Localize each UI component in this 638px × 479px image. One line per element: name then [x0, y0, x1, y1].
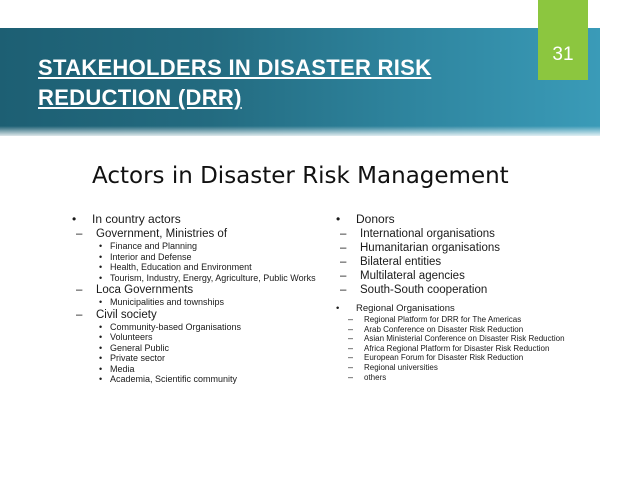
regional-item: – European Forum for Disaster Risk Reduction: [344, 353, 604, 363]
ministry-item: • Finance and Planning: [96, 241, 318, 252]
civil-item: • General Public: [96, 343, 318, 354]
donors-item: • Donors: [332, 212, 604, 227]
regional-item: – Regional universities: [344, 363, 604, 373]
ministry-item: • Tourism, Industry, Energy, Agriculture, Public Works: [96, 273, 318, 284]
slide-title: [38, 53, 508, 113]
content-heading: Actors in Disaster Risk Management: [92, 163, 509, 189]
civil-item: • Academia, Scientific community: [96, 374, 318, 385]
regional-item: – Regional Platform for DRR for The Americas: [344, 315, 604, 325]
regional-item: – others: [344, 373, 604, 383]
left-column: [68, 212, 318, 385]
local-governments-item: – Loca Governments: [72, 283, 318, 297]
donor-item: – International organisations: [336, 227, 604, 241]
government-item: – Government, Ministries of: [72, 227, 318, 241]
donor-item: – Multilateral agencies: [336, 269, 604, 283]
civil-item: • Private sector: [96, 353, 318, 364]
ministry-item: • Health, Education and Environment: [96, 262, 318, 273]
donor-item: – Bilateral entities: [336, 255, 604, 269]
civil-item: • Volunteers: [96, 332, 318, 343]
civil-society-item: – Civil society: [72, 308, 318, 322]
donor-item: – Humanitarian organisations: [336, 241, 604, 255]
slide-number-box: [538, 0, 588, 80]
regional-item: – Asian Ministerial Conference on Disaster Risk Reduction: [344, 334, 604, 344]
slide-title-line-2: REDUCTION (DRR): [38, 85, 242, 110]
banner-fade: [0, 126, 600, 136]
regional-item: – Arab Conference on Disaster Risk Reduction: [344, 325, 604, 335]
right-column: [332, 212, 604, 382]
ministry-item: • Interior and Defense: [96, 252, 318, 263]
regional-list: [332, 303, 604, 382]
regional-item: – Africa Regional Platform for Disaster Risk Reduction: [344, 344, 604, 354]
regional-organisations-item: • Regional Organisations: [332, 303, 604, 315]
civil-item: • Media: [96, 364, 318, 375]
civil-item: • Community-based Organisations: [96, 322, 318, 333]
local-item: • Municipalities and townships: [96, 297, 318, 308]
in-country-actors: • In country actors: [68, 212, 318, 227]
donor-item: – South-South cooperation: [336, 283, 604, 297]
slide-title-line-1: STAKEHOLDERS IN DISASTER RISK: [38, 55, 432, 80]
slide-number: 31: [552, 44, 574, 65]
